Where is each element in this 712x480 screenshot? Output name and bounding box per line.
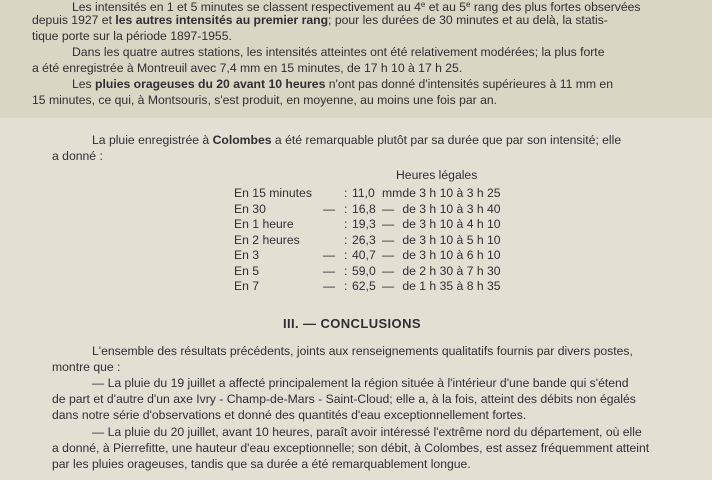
table-row bbox=[234, 279, 502, 295]
table-row bbox=[234, 217, 502, 233]
value-cell: 40,7 bbox=[352, 248, 376, 262]
value-cell: 62,5 bbox=[352, 279, 376, 293]
paragraph-5-line-2: montre que : bbox=[52, 360, 121, 374]
paragraph-1-line-1: Les intensités en 1 et 5 minutes se classent respectivement au 4e et au 5e rang des plus fortes observées bbox=[72, 0, 641, 14]
colon-cell: : bbox=[344, 248, 348, 262]
colon-cell: : bbox=[344, 279, 348, 293]
paragraph-2-line-1: Dans les quatre autres stations, les intensités atteintes ont été relativement modérées; la plus forte bbox=[72, 45, 605, 59]
paragraph-6-line-3: dans notre série d'observations et donné des quantités d'eau exceptionnellement fortes. bbox=[52, 408, 527, 422]
time-range-cell: de 1 h 35 à 8 h 35 bbox=[402, 279, 501, 293]
paragraph-2-line-2: a été enregistrée à Montreuil avec 7,4 mm en 15 minutes, de 17 h 10 à 17 h 25. bbox=[32, 61, 463, 75]
time-range-cell: de 3 h 10 à 3 h 25 bbox=[402, 186, 501, 200]
unit-cell: — bbox=[382, 248, 395, 262]
colon-cell: : bbox=[344, 186, 348, 200]
ditto-dash-cell bbox=[314, 186, 344, 202]
colon-cell: : bbox=[344, 232, 348, 247]
paragraph-3-line-1: Les pluies orageuses du 20 avant 10 heures n'ont pas donné d'intensités supérieures à 11 mm en bbox=[72, 77, 613, 91]
table-header-heures-legales: Heures légales bbox=[396, 168, 478, 182]
ditto-dash-cell: — bbox=[322, 263, 336, 278]
value-cell: 16,8 bbox=[352, 201, 376, 216]
paragraph-7-line-1: — La pluie du 20 juillet, avant 10 heures, paraît avoir intéressé l'extrême nord du département, où elle bbox=[92, 425, 642, 439]
table-row bbox=[234, 202, 502, 218]
paragraph-6-line-1: — La pluie du 19 juillet a affecté principalement la région située à l'intérieur d'une bande qui s'étend bbox=[92, 376, 629, 390]
unit-cell: — bbox=[382, 232, 395, 247]
table-row bbox=[234, 186, 502, 202]
section-title: III. — CONCLUSIONS bbox=[283, 316, 421, 331]
paragraph-4-line-2: a donné : bbox=[52, 149, 103, 163]
time-range-cell: de 3 h 10 à 4 h 10 bbox=[402, 217, 501, 231]
time-range-cell: de 3 h 10 à 6 h 10 bbox=[402, 248, 501, 262]
ditto-dash-cell bbox=[314, 217, 344, 233]
unit-cell: — bbox=[382, 279, 395, 293]
table-row bbox=[234, 264, 502, 280]
value-cell: 19,3 bbox=[352, 217, 376, 231]
value-cell: 26,3 bbox=[352, 232, 376, 247]
unit-cell: — bbox=[382, 217, 395, 231]
table-row bbox=[234, 248, 502, 264]
time-range-cell: de 3 h 10 à 5 h 10 bbox=[402, 232, 501, 247]
ditto-dash-cell: — bbox=[322, 279, 336, 293]
duration-cell: En 15 minutes bbox=[234, 186, 312, 200]
unit-cell: — bbox=[382, 263, 395, 278]
ditto-dash-cell: — bbox=[322, 248, 336, 262]
paragraph-3-line-2: 15 minutes, ce qui, à Montsouris, s'est produit, en moyenne, au moins une fois par an. bbox=[32, 93, 498, 107]
table-row bbox=[234, 233, 502, 249]
paragraph-7-line-3: par les pluies orageuses, tandis que sa durée a été remarquablement longue. bbox=[52, 457, 471, 471]
ditto-dash-cell: — bbox=[322, 201, 336, 216]
time-range-cell: de 3 h 10 à 3 h 40 bbox=[402, 201, 501, 216]
duration-cell: En 5 bbox=[234, 263, 260, 278]
duration-cell: En 1 heure bbox=[234, 217, 294, 231]
duration-cell: En 2 heures bbox=[234, 232, 300, 247]
colon-cell: : bbox=[344, 201, 348, 216]
paragraph-7-line-2: a donné, à Pierrefitte, une hauteur d'eau exceptionnelle; son débit, à Colombes, est assez fréquemment atteint bbox=[52, 441, 650, 455]
duration-cell: En 7 bbox=[234, 279, 260, 293]
duration-cell: En 3 bbox=[234, 248, 260, 262]
value-cell: 59,0 bbox=[352, 263, 376, 278]
rainfall-intensity-table bbox=[234, 186, 502, 295]
unit-cell: — bbox=[382, 201, 395, 216]
paragraph-1-line-3: tique porte sur la période 1897-1955. bbox=[32, 29, 232, 43]
colon-cell: : bbox=[344, 217, 348, 231]
time-range-cell: de 2 h 30 à 7 h 30 bbox=[402, 263, 501, 278]
paragraph-6-line-2: de part et d'autre d'un axe Ivry - Champ-de-Mars - Saint-Cloud; elle a, à la fois, atteint des débits non égalés bbox=[52, 392, 636, 406]
paragraph-5-line-1: L'ensemble des résultats précédents, joints aux renseignements qualitatifs fournis par divers postes, bbox=[92, 344, 633, 358]
colon-cell: : bbox=[344, 263, 348, 278]
paragraph-1-line-2: depuis 1927 et les autres intensités au premier rang; pour les durées de 30 minutes et au delà, la statis- bbox=[32, 13, 608, 27]
ditto-dash-cell bbox=[314, 233, 344, 249]
duration-cell: En 30 bbox=[234, 201, 266, 216]
paragraph-4-line-1: La pluie enregistrée à Colombes a été remarquable plutôt par sa durée que par son intensité; elle bbox=[92, 133, 622, 147]
value-cell: 11,0 bbox=[352, 186, 375, 200]
unit-cell: mm bbox=[382, 186, 403, 200]
